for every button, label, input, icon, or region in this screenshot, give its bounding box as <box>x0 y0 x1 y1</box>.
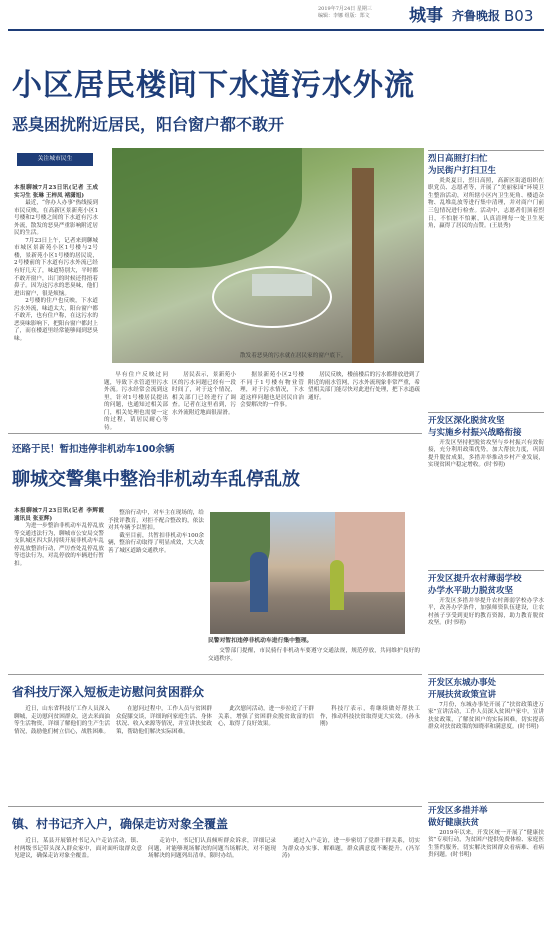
page-number: B03 <box>504 7 534 25</box>
story4-col-2 <box>148 838 276 938</box>
photo-foliage <box>112 148 302 268</box>
right-story-4-title-2: 开展扶贫政策宣讲 <box>428 689 497 700</box>
right-divider-2 <box>428 412 544 413</box>
main-photo-caption: 散发着恶臭的污水就在居民家的窗户底下。 <box>240 353 347 359</box>
story4-col-3 <box>282 838 420 938</box>
main-col-3 <box>172 372 236 424</box>
right-story-2-title-2: 与实施乡村振兴战略衔接 <box>428 427 522 438</box>
header-meta <box>318 6 372 20</box>
header-date: 2019年7月24日 星期三 <box>318 6 372 12</box>
main-col-4-text: 据景新苑小区2号楼不同于1号楼有物业管理，对于污水情况，下水道这样问题也是居民自治会要解决的一件事。 <box>240 372 304 409</box>
right-story-3 <box>428 574 544 666</box>
right-divider-4 <box>428 674 544 675</box>
story4-col-1 <box>14 838 142 938</box>
story3-col-2-text: 在慰问过程中，工作人员与贫困群众促膝交谈，详细询问家庭生活、身体状况、收入来源等情况，并宣讲扶贫政策，帮助他们解决实际困难。 <box>116 706 212 735</box>
main-col-5 <box>308 372 420 424</box>
story2-divider <box>8 433 422 434</box>
right-story-1-title-1: 烈日高照打扫忙 <box>428 154 488 164</box>
story3-divider <box>8 674 422 675</box>
right-story-1-title-2: 为民街户打扫卫生 <box>428 165 497 176</box>
story3-col-4 <box>320 706 420 796</box>
story3-col-1-text: 近日，山东省科技厅工作人员深入聊城，走访慰问贫困群众，送去米面油等生活物资，详细了解他们的生产生活情况，鼓励他们树立信心，战胜困难。 <box>14 706 110 735</box>
story2-col-1 <box>14 508 104 658</box>
right-story-5-title-2: 做好健康扶贫 <box>428 817 480 828</box>
story3-col-4-text: 科技厅表示，将继续做好帮扶工作，推动科技扶贫取得更大实效。(孙永刚) <box>320 706 420 728</box>
newspaper-logo: 齐鲁晚报 <box>452 9 501 23</box>
story2-col-1-text: 为进一步整治非机动车乱停乱放等交通违法行为，聊城市公安局交警支队城区四大队持续开展非机动车乱停乱放整治行动，严厉查处乱停乱放等违法行为，对乱停放的车辆进行暂扣。 <box>14 523 104 567</box>
right-story-3-body <box>428 598 544 666</box>
right-story-2 <box>428 416 544 560</box>
main-col-2 <box>104 372 168 431</box>
story3-headline: 省科技厅深入短板走访慰问贫困群众 <box>12 685 205 699</box>
right-story-1-text: 炎炎夏日，烈日高照，高新区街道组织在职党员、志愿者等，开展了“美丽家园”环境卫生整治活动，对所辖小区内卫生死角、楼道杂物、乱堆乱放等进行集中清理，并对商户门前三包情况进行检查。活动中，志愿者们顶着烈日，不怕脏不怕累，认真清理每一处卫生死角，赢得了居民的点赞。(王晨秀) <box>428 177 544 230</box>
photo-highlight-circle <box>212 266 332 328</box>
story2-col-3-text: 截至目前，共暂扣非机动车100余辆，整治行动取得了明显成效，大大改善了城区道路交通秩序。 <box>108 532 204 554</box>
main-byline: 本报聊城7月23日讯(记者 王成 实习生 张琳 王梓凤 褚潇旭) <box>14 185 98 199</box>
story3-col-1 <box>14 706 110 796</box>
photo2-worker <box>330 560 344 610</box>
right-story-5-body <box>428 830 544 930</box>
story4-col-1-text: 近日，某县开展镇村书记入户走访活动，镇、村两级书记带头深入群众家中，面对面听取群众意见建议，确保走访对象全覆盖。 <box>14 838 142 860</box>
main-col-4 <box>240 372 304 424</box>
story2-photo <box>210 512 405 634</box>
story2-byline: 本报聊城7月23日讯(记者 李辉霞 通讯员 张亚辉) <box>14 508 104 522</box>
right-story-3-text: 开发区多措并举提升农村薄弱学校办学水平，改善办学条件，加强师资队伍建设，让农村孩子享受到更好的教育资源，助力教育脱贫攻坚。(时书明) <box>428 597 544 627</box>
main-para-1: 最近，“你办人办事"热线接到市民反映，在高新区景新苑小区1号楼和2号楼之间的下水道有污水外流，散发的恶臭严重影响附近居民的生活。 <box>14 200 98 237</box>
right-story-1-body <box>428 178 544 403</box>
story4-headline: 镇、村书记齐入户，确保走访对象全覆盖 <box>12 817 229 831</box>
story2-photo-caption: 民警对暂扣违停非机动车进行集中整理。 <box>208 638 313 644</box>
right-story-2-text: 开发区坚持把脱贫攻坚与乡村振兴有效衔接，充分利用政策优势，加大帮扶力度，巩固提升脱贫成果，多措并举推动乡村产业发展，实现贫困户稳定增收。(时书明) <box>428 439 544 469</box>
story3-col-3 <box>218 706 314 796</box>
right-divider-5 <box>428 802 544 803</box>
main-photo <box>112 148 424 363</box>
topic-badge: 关注城市民生 <box>17 153 93 166</box>
main-col-1 <box>14 185 98 425</box>
main-para-3: 2号楼的住户也反映，下水道污水外流，味道太大，阳台窗户都不敢开，也有住户称，在这污水的恶臭味影响下，把阳台窗户都封上了，而在楼道里经常能够闻到恶臭味。 <box>14 298 98 342</box>
right-divider-3 <box>428 570 544 571</box>
header-editors: 编辑：李娜 组版：郑文 <box>318 13 370 19</box>
story2-col-2-text: 整治行动中，对车主在现场的，给予批评教育，对拒不配合整改的，依法对其车辆予以暂扣。 <box>108 510 204 532</box>
right-story-4-text: 7月份，东城办事处开展了“扶贫政策进万家”宣讲活动，工作人员深入贫困户家中，宣讲扶贫政策，了解贫困户的实际困难，切实提高群众对扶贫政策的知晓率和满意度。(时书明) <box>428 701 544 731</box>
right-story-3-title-1: 开发区提升农村薄弱学校 <box>428 574 522 584</box>
photo-tree-trunk <box>352 168 374 363</box>
story4-divider <box>8 806 422 807</box>
story2-kicker: 还路于民！暂扣违停非机动车100余辆 <box>12 444 175 455</box>
story2-col-2 <box>108 510 204 660</box>
right-col-divider <box>428 150 544 151</box>
right-story-4 <box>428 678 544 790</box>
main-col-3-text: 居民表示，景新苑小区的污水问题已经有一段时间了，对于这个情况，相关部门已经进行了调查。记者在这里看到，污水外流附近地面很湿滑。 <box>172 372 236 416</box>
right-story-2-body <box>428 440 544 560</box>
right-story-3-title-2: 办学水平助力脱贫攻坚 <box>428 585 514 596</box>
photo2-officer <box>250 552 268 612</box>
section-name: 城事 <box>409 6 443 26</box>
right-story-2-title-1: 开发区深化脱贫攻坚 <box>428 416 505 426</box>
right-story-4-title-1: 开发区东城办事处 <box>428 678 497 688</box>
header-divider <box>8 29 544 31</box>
main-col-2-text: 早有住户反映过问题，导致下水管道里污水外流。污水经常会流到这里，针对1号楼居民提出的问题，也通知过相关部门，相关处理也需要一定的过程，请居民耐心等待。 <box>104 372 168 431</box>
story4-col-2-text: 走访中，书记们认真倾听群众诉求，详细记录问题，对能够现场解决的问题当场解决，对不能现场解决的问题列出清单，限时办结。 <box>148 838 276 860</box>
photo2-building <box>335 512 405 592</box>
main-headline: 小区居民楼间下水道污水外流 <box>12 68 415 103</box>
right-story-1 <box>428 154 544 403</box>
right-story-5-text: 2019年以来，开发区统一开展了“健康扶贫”专项行动，为贫困户提供免费体检、家庭医生签约服务，切实解决贫困群众看病难、看病贵问题。(时书明) <box>428 829 544 859</box>
main-subhead: 恶臭困扰附近居民，阳台窗户都不敢开 <box>12 115 285 134</box>
story2-col-4 <box>208 648 420 664</box>
story2-col-4-text: 交警部门提醒，市民骑行非机动车要遵守交通法规，规范停放，共同维护良好的交通秩序。 <box>208 648 420 662</box>
story2-headline: 聊城交警集中整治非机动车乱停乱放 <box>12 469 300 490</box>
story4-col-3-text: 通过入户走访，进一步密切了党群干群关系，切实为群众办实事、解难题，群众满意度不断提升。(冯军涛) <box>282 838 420 860</box>
right-story-4-body <box>428 702 544 790</box>
story3-col-2 <box>116 706 212 796</box>
right-story-5-title-1: 开发区多措并举 <box>428 806 488 816</box>
main-para-2: 7月23日上午，记者来到聊城市城区景新苑小区1号楼与2号楼，景新苑小区1号楼的居民说，2号楼前的下水道有污水外流已经有好几天了，味道特别大，平时都不敢开窗户，出门的时候还得捂着鼻子。因为这污水的恶臭味，他们进出窗户，很是烦恼。 <box>14 237 98 297</box>
story3-col-3-text: 此次慰问活动，进一步拉近了干群关系，增强了贫困群众脱贫致富的信心，取得了良好效果。 <box>218 706 314 728</box>
right-story-5 <box>428 806 544 930</box>
main-col-5-text: 居民反映，楼前楼后的污水都排放进到了附近的雨水管网，污水外流现象非常严重，希望相关部门能尽快对此进行处理，把下水道疏通好。 <box>308 372 420 401</box>
